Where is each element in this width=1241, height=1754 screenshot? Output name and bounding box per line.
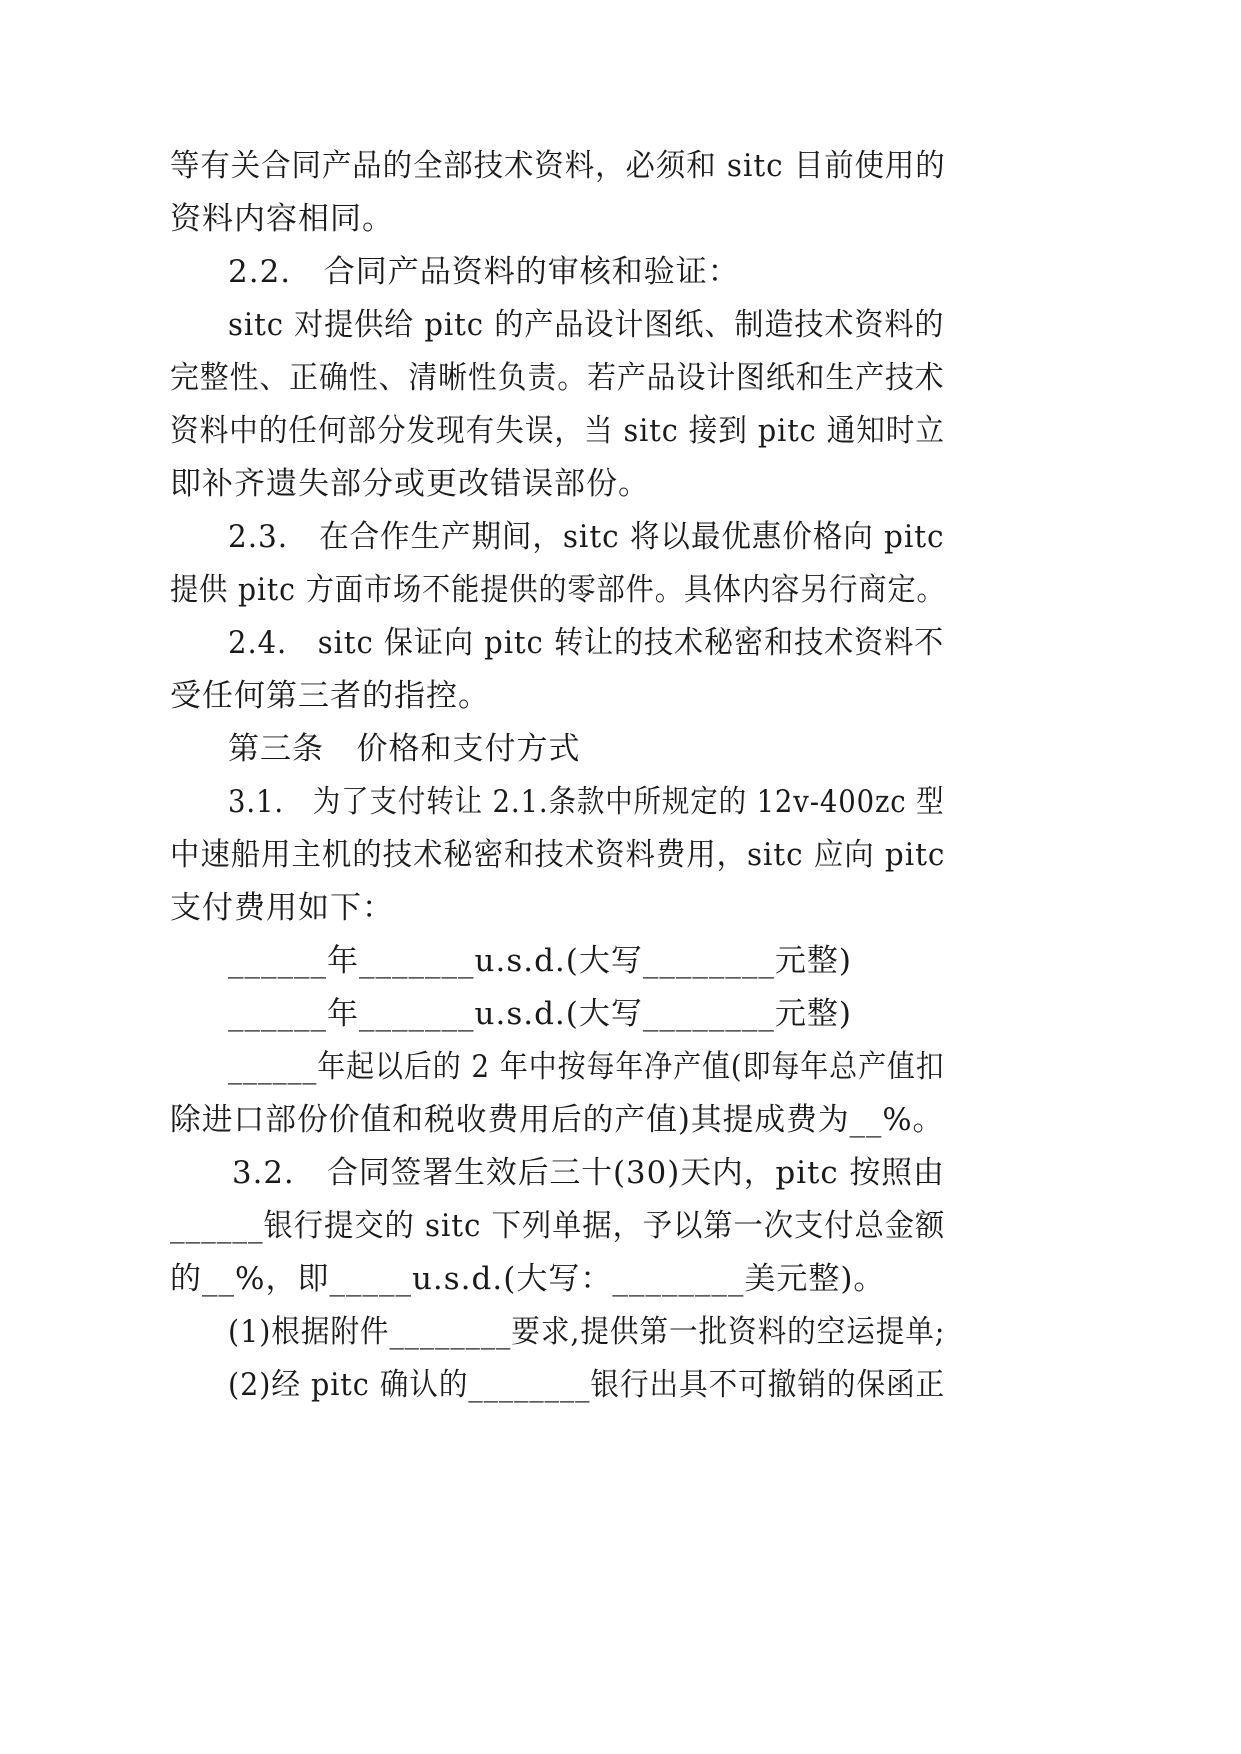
text-line: 等有关合同产品的全部技术资料，必须和 sitc 目前使用的 <box>170 148 946 184</box>
text-line: 除进口部份价值和税收费用后的产值)其提成费为__%。 <box>170 1102 945 1138</box>
list-item: (1)根据附件________要求,提供第一批资料的空运提单; <box>228 1314 946 1350</box>
text-line: 资料中的任何部分发现有失误，当 sitc 接到 pitc 通知时立 <box>170 413 945 449</box>
section-heading: 2.2. 合同产品资料的审核和验证： <box>228 254 740 290</box>
text-line: 中速船用主机的技术秘密和技术资料费用，sitc 应向 pitc <box>170 837 946 873</box>
text-line: 完整性、正确性、清晰性负责。若产品设计图纸和生产技术 <box>170 360 945 396</box>
payment-line: ______年_______u.s.d.(大写________元整) <box>228 996 852 1032</box>
text-line: 3.2. 合同签署生效后三十(30)天内，pitc 按照由 <box>232 1155 945 1191</box>
text-line: 3.1. 为了支付转让 2.1.条款中所规定的 12v-400zc 型 <box>228 784 945 820</box>
text-line: 支付费用如下： <box>170 890 394 926</box>
article-heading: 第三条 价格和支付方式 <box>228 731 581 767</box>
text-line: 受任何第三者的指控。 <box>170 678 490 714</box>
text-line: sitc 对提供给 pitc 的产品设计图纸、制造技术资料的 <box>228 307 945 343</box>
text-line: 即补齐遗失部分或更改错误部份。 <box>170 466 650 502</box>
text-line: 的__%，即_____u.s.d.(大写：________美元整)。 <box>170 1261 886 1297</box>
payment-line: ______年_______u.s.d.(大写________元整) <box>228 943 852 979</box>
text-line: ______年起以后的 2 年中按每年净产值(即每年总产值扣 <box>228 1049 945 1085</box>
text-line: 2.3. 在合作生产期间，sitc 将以最优惠价格向 pitc <box>228 519 945 555</box>
text-line: 资料内容相同。 <box>170 201 394 237</box>
text-line: 提供 pitc 方面市场不能提供的零部件。具体内容另行商定。 <box>170 572 946 608</box>
list-item: (2)经 pitc 确认的________银行出具不可撤销的保函正 <box>228 1367 946 1403</box>
text-line: ______银行提交的 sitc 下列单据，予以第一次支付总金额 <box>170 1208 946 1244</box>
text-line: 2.4. sitc 保证向 pitc 转让的技术秘密和技术资料不 <box>228 625 945 661</box>
